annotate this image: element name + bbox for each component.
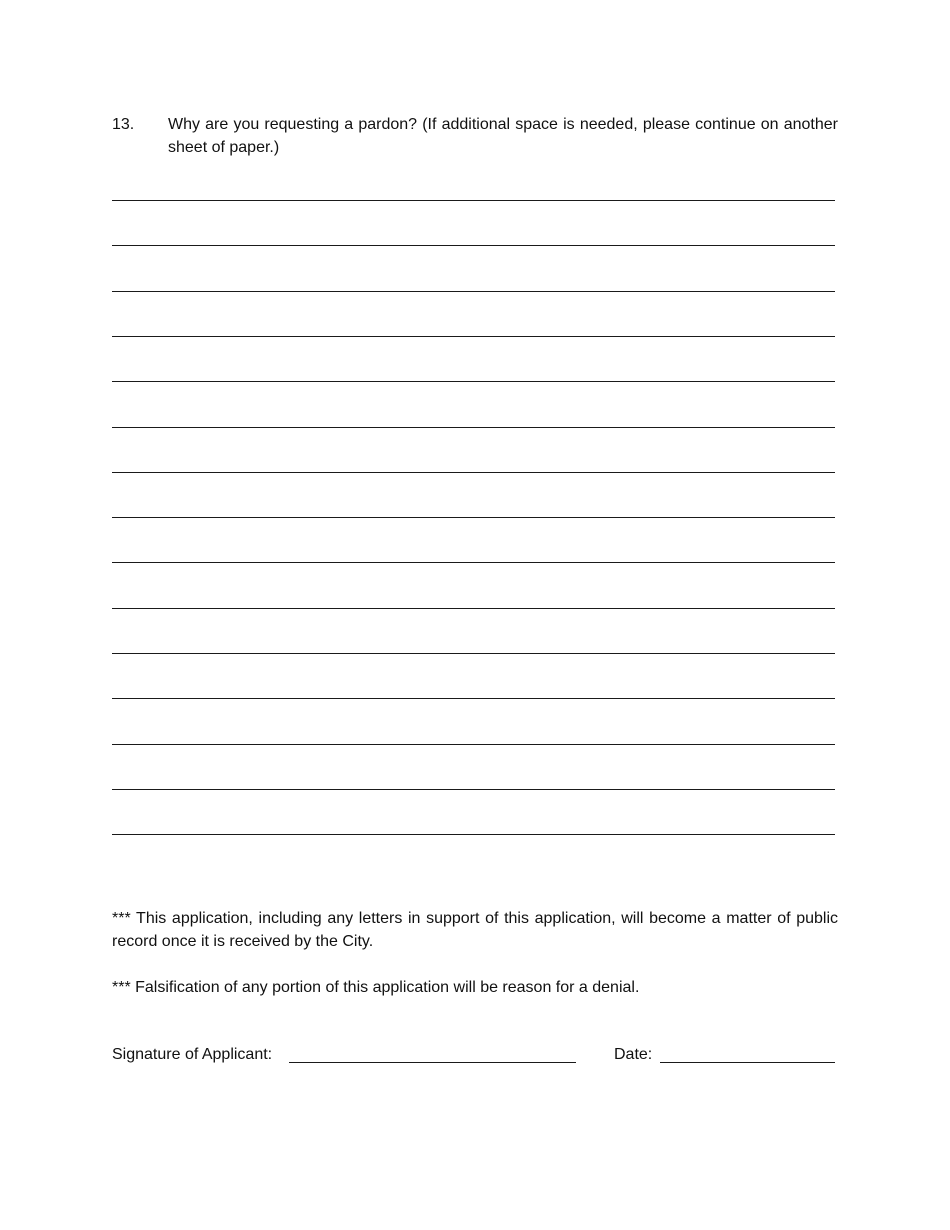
answer-line[interactable] [112,381,835,382]
public-record-notice: *** This application, including any letters in support of this application, will become a matter of public record once it is received by the City. [112,910,838,950]
answer-line[interactable] [112,562,835,563]
date-label: Date: [614,1046,653,1063]
question-text: Why are you requesting a pardon? (If additional space is needed, please continue on another sheet of paper.) [168,116,838,156]
signature-field[interactable] [289,1062,576,1063]
falsification-notice: *** Falsification of any portion of this application will be reason for a denial. [112,979,640,996]
answer-line[interactable] [112,789,835,790]
answer-line[interactable] [112,200,835,201]
answer-line[interactable] [112,834,835,835]
signature-label: Signature of Applicant: [112,1046,273,1063]
answer-line[interactable] [112,517,835,518]
signature-row [112,1043,838,1067]
answer-line[interactable] [112,427,835,428]
answer-line[interactable] [112,744,835,745]
question-number: 13. [112,116,135,133]
answer-line[interactable] [112,653,835,654]
answer-line[interactable] [112,336,835,337]
answer-line[interactable] [112,472,835,473]
answer-line[interactable] [112,698,835,699]
answer-line[interactable] [112,245,835,246]
answer-line[interactable] [112,291,835,292]
answer-line[interactable] [112,608,835,609]
date-field[interactable] [660,1062,835,1063]
